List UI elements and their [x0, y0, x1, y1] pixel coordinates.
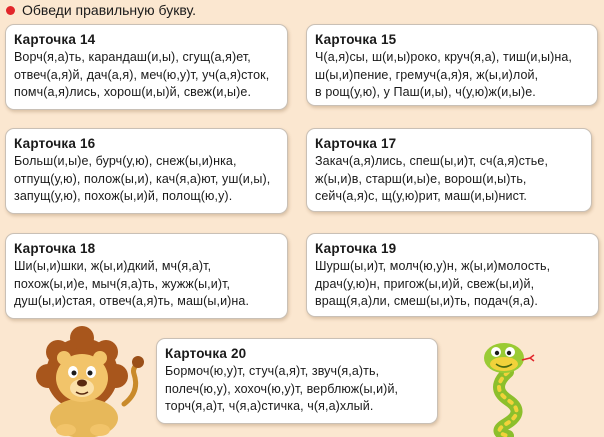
instruction-text: Обведи правильную букву.	[22, 2, 196, 18]
card-16	[5, 128, 288, 214]
card-title: Карточка 18	[14, 241, 96, 256]
card-line: ж(ы,и)в, старш(и,ы)е, ворош(и,ы)ть,	[315, 171, 527, 186]
card-19	[306, 233, 599, 317]
card-line: сейч(а,я)с, щ(у,ю)рит, маш(и,ы)нист.	[315, 189, 527, 203]
card-line: отвеч(а,я)й, дач(а,я), меч(ю,у)т, уч(а,я)сток,	[14, 67, 270, 82]
card-20	[156, 338, 438, 424]
card-line: в рощ(у,ю), у Паш(и,ы), ч(у,ю)ж(и,ы)е.	[315, 85, 536, 99]
card-title: Карточка 16	[14, 136, 96, 151]
card-line: Ч(а,я)сы, ш(и,ы)роко, круч(я,а), тиш(и,ы)на,	[315, 50, 572, 64]
card-line: отпущ(у,ю), полож(ы,и), кач(я,а)ют, уш(и,ы),	[14, 171, 271, 186]
card-line: Ворч(я,а)ть, карандаш(и,ы), сгущ(а,я)ет,	[14, 50, 251, 64]
card-title: Карточка 15	[315, 32, 397, 47]
card-line: похож(ы,и)е, мыч(я,а)ть, жужж(ы,и)т,	[14, 276, 231, 291]
task-instruction	[6, 2, 196, 18]
card-line: вращ(я,а)ли, смеш(ы,и)ть, подач(я,а).	[315, 294, 538, 308]
card-line: Ши(ы,и)шки, ж(ы,и)дкий, мч(я,а)т,	[14, 259, 212, 273]
card-15	[306, 24, 598, 106]
snake-illustration	[468, 334, 548, 437]
card-line: Бормоч(ю,у)т, стуч(а,я)т, звуч(я,а)ть,	[165, 364, 380, 378]
card-title: Карточка 14	[14, 32, 96, 47]
card-title: Карточка 19	[315, 241, 397, 256]
card-line: драч(у,ю)н, пригож(ы,и)й, свеж(ы,и)й,	[315, 276, 535, 291]
card-title: Карточка 17	[315, 136, 397, 151]
card-title: Карточка 20	[165, 346, 247, 361]
lion-illustration	[28, 326, 148, 437]
card-line: запущ(у,ю), похож(ы,и)й, полощ(ю,у).	[14, 189, 233, 203]
card-17	[306, 128, 592, 212]
card-line: ш(ы,и)пение, гремуч(а,я)я, ж(ы,и)лой,	[315, 67, 539, 82]
card-18	[5, 233, 288, 319]
card-line: Шурш(ы,и)т, молч(ю,у)н, ж(ы,и)молость,	[315, 259, 551, 273]
card-line: полеч(ю,у), хохоч(ю,у)т, верблюж(ы,и)й,	[165, 381, 399, 396]
card-line: Больш(и,ы)е, бурч(у,ю), снеж(ы,и)нка,	[14, 154, 237, 168]
card-line: помч(а,я)лись, хорош(и,ы)й, свеж(и,ы)е.	[14, 85, 252, 99]
card-line: душ(ы,и)стая, отвеч(а,я)ть, маш(ы,и)на.	[14, 294, 250, 308]
card-line: Закач(а,я)лись, спеш(ы,и)т, сч(а,я)стье,	[315, 154, 549, 168]
card-line: торч(я,а)т, ч(я,а)стичка, ч(я,а)хлый.	[165, 399, 374, 413]
bullet-icon	[6, 6, 15, 15]
card-14	[5, 24, 288, 110]
